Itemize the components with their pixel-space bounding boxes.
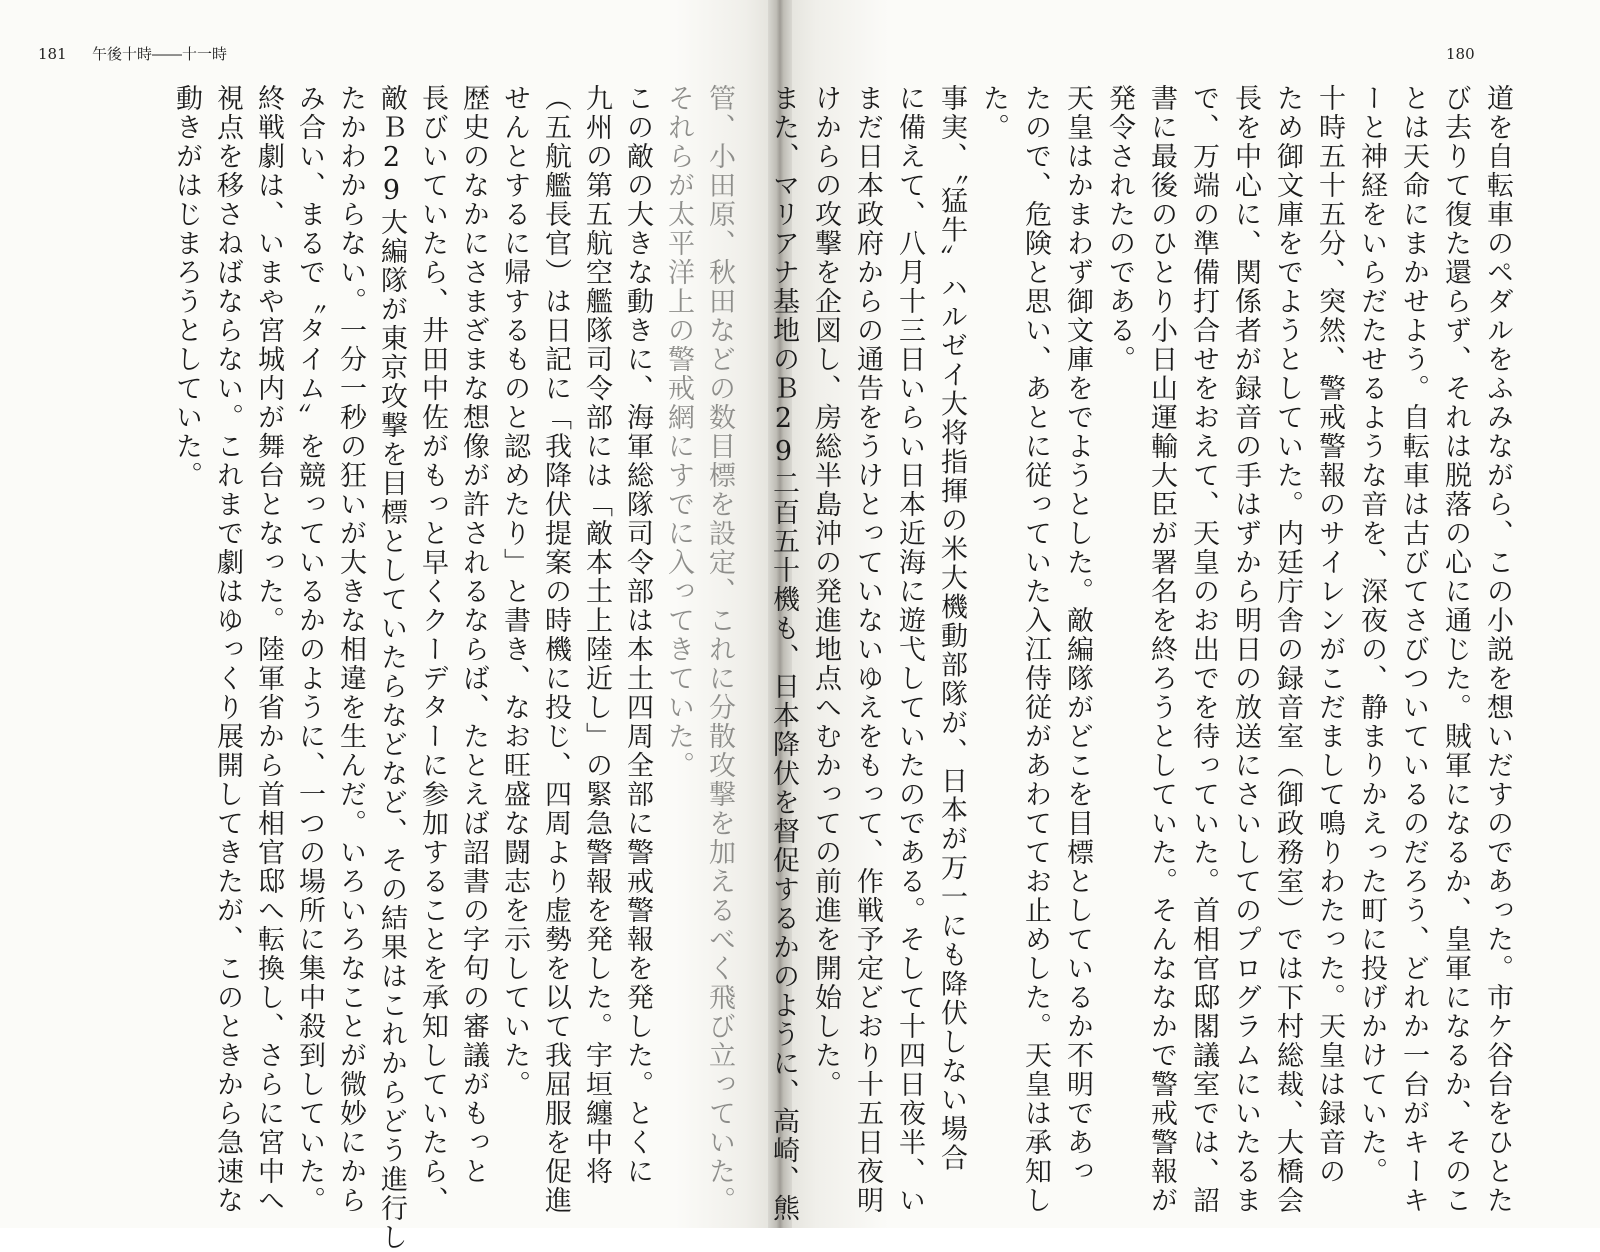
- text-column: それらが太平洋上の警戒網にすでに入ってきていた。: [663, 84, 694, 780]
- text-column: た。: [978, 84, 1009, 142]
- text-column: 発令されたのである。: [1104, 84, 1135, 374]
- text-column: また、マリアナ基地のＢ29二百五十機も、日本降伏を督促するかのように、高崎、熊: [768, 84, 799, 1223]
- text-column: ーと神経をいらだたせるような音を、深夜の、静まりかえった町に投げかけていた。: [1356, 84, 1387, 1186]
- text-column: で、万端の準備打合せをおえて、天皇のお出でを待っていた。首相官邸閣議室では、詔: [1188, 84, 1219, 1215]
- text-column: 終戦劇は、いまや宮城内が舞台となった。陸軍省から首相官邸へ転換し、さらに宮中へ: [253, 84, 284, 1215]
- left-page-number: 181: [38, 45, 67, 63]
- text-column: 九州の第五航空艦隊司令部には「敵本土上陸近し」の緊急警報を発した。宇垣纏中将: [581, 84, 612, 1186]
- text-column: 長びいていたら、井田中佐がもっと早くクーデターに参加することを承知していたら、: [417, 84, 448, 1215]
- text-column: 十時五十五分、突然、警戒警報のサイレンがこだまして鳴りわたった。天皇は録音の: [1314, 84, 1345, 1186]
- left-page-text: [171, 84, 736, 1252]
- text-column: び去りて復た還らず、それは脱落の心に通じた。賊軍になるか、皇軍になるか、そのこ: [1440, 84, 1471, 1215]
- text-column: 事実、〝猛牛〟ハルゼイ大将指揮の米大機動部隊が、日本が万一にも降伏しない場合: [936, 84, 967, 1173]
- text-column: ため御文庫をでようとしていた。内廷庁舎の録音室（御政務室）では下村総裁、大橋会: [1272, 84, 1303, 1215]
- text-column: 敵Ｂ29大編隊が東京攻撃を目標としていたらなどなど、その結果はこれからどう進行し: [376, 84, 407, 1252]
- running-title: 午後十時――十一時: [92, 45, 228, 63]
- text-column: せんとするに帰するものと認めたり」と書き、なお旺盛な闘志を示していた。: [499, 84, 530, 1099]
- right-page-number: 180: [1446, 45, 1475, 63]
- text-column: 視点を移さねばならない。これまで劇はゆっくり展開してきたが、このときから急速な: [212, 84, 243, 1215]
- text-column: たかわからない。一分一秒の狂いが大きな相違を生んだ。いろいろなことが微妙にから: [335, 84, 366, 1215]
- text-column: 管、小田原、秋田などの数目標を設定、これに分散攻撃を加えるべく飛び立っていた。: [704, 84, 735, 1215]
- text-column: 天皇はかまわず御文庫をでようとした。敵編隊がどこを目標としているか不明であっ: [1062, 84, 1093, 1186]
- text-column: たので、危険と思い、あとに従っていた入江侍従があわててお止めした。天皇は承知し: [1020, 84, 1051, 1215]
- text-column: み合い、まるで〝タイム〟を競っているかのように、一つの場所に集中殺到していた。: [294, 84, 325, 1215]
- text-column: とは天命にまかせよう。自転車は古びてさびついているのだろう、どれか一台がキーキ: [1398, 84, 1429, 1215]
- text-column: 道を自転車のペダルをふみながら、この小説を想いだすのであった。市ケ谷台をひとた: [1482, 84, 1513, 1215]
- text-column: 歴史のなかにさまざまな想像が許されるならば、たとえば詔書の字句の審議がもっと: [458, 84, 489, 1186]
- text-column: （五航艦長官）は日記に「我降伏提案の時機に投じ、四周より虚勢を以て我屈服を促進: [540, 84, 571, 1215]
- text-column: この敵の大きな動きに、海軍総隊司令部は本土四周全部に警戒警報を発した。とくに: [622, 84, 653, 1186]
- text-column: に備えて、八月十三日いらい日本近海に遊弋していたのである。そして十四日夜半、い: [894, 84, 925, 1215]
- text-column: 長を中心に、関係者が録音の手はずから明日の放送にさいしてのプログラムにいたるま: [1230, 84, 1261, 1215]
- right-page-text: [768, 84, 1514, 1223]
- text-column: 動きがはじまろうとしていた。: [171, 84, 202, 490]
- text-column: 書に最後のひとり小日山運輸大臣が署名を終ろうとしていた。そんななかで警戒警報が: [1146, 84, 1177, 1215]
- text-column: まだ日本政府からの通告をうけとっていないゆえをもって、作戦予定どおり十五日夜明: [852, 84, 883, 1215]
- text-column: けからの攻撃を企図し、房総半島沖の発進地点へむかっての前進を開始した。: [810, 84, 841, 1099]
